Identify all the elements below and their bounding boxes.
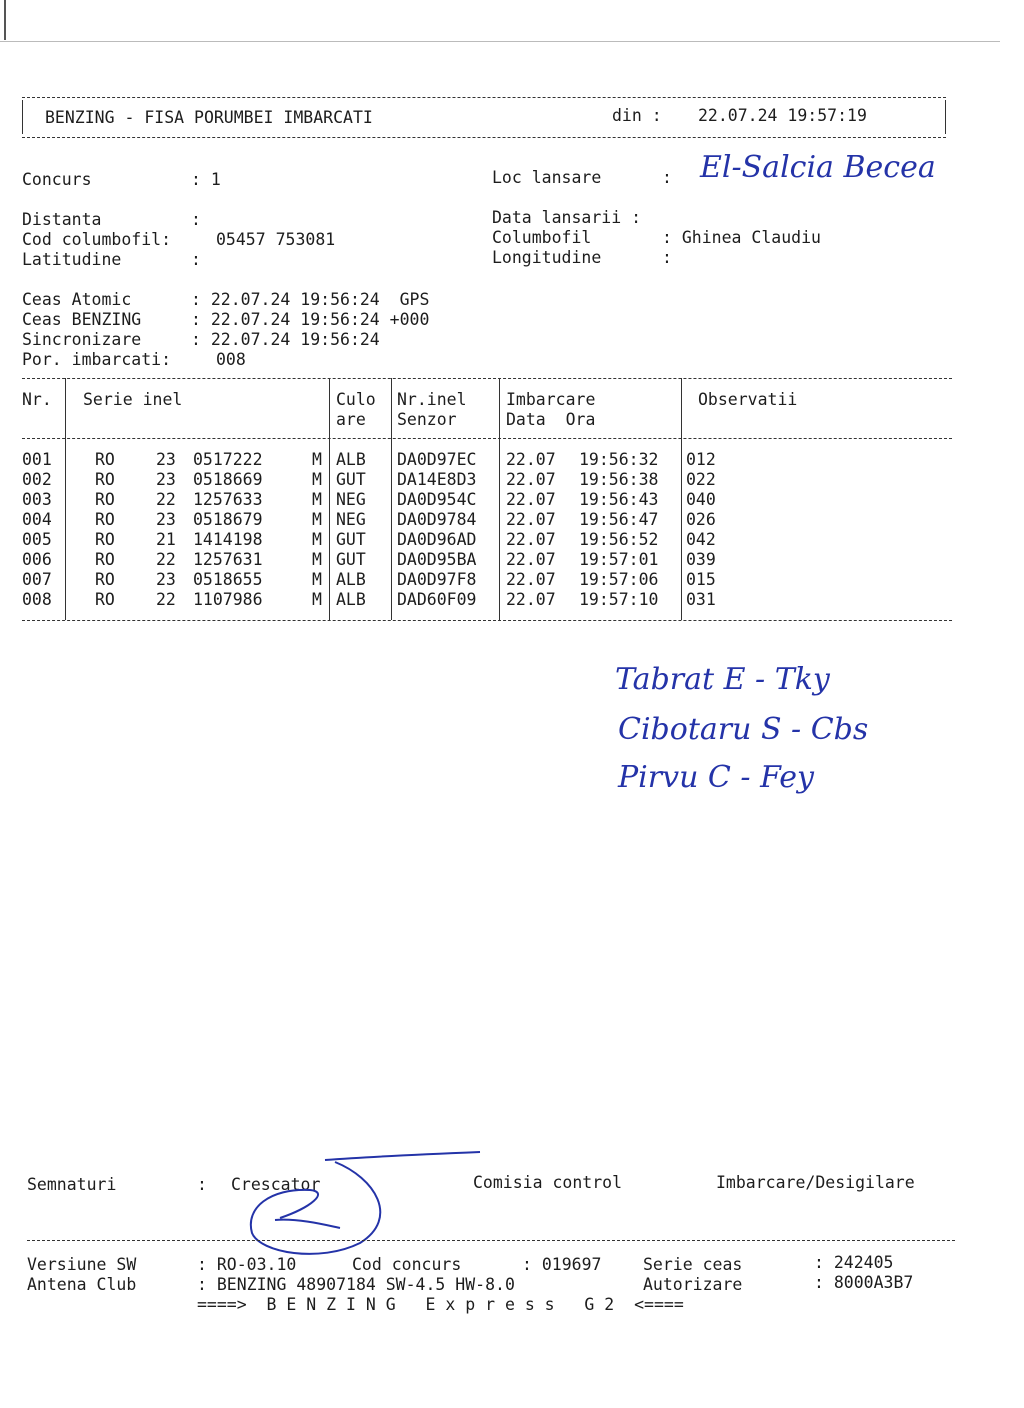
header-left-border [22, 100, 23, 134]
table-row [0, 470, 1024, 490]
cell-color: NEG [336, 490, 366, 509]
longitudine-value: : [662, 248, 672, 267]
col-header-culoare-2: are [336, 410, 366, 429]
loc-lansare-sep: : [662, 168, 672, 187]
cell-date: 22.07 [506, 570, 556, 589]
cell-ring: 0517222 [193, 450, 263, 469]
cell-date: 22.07 [506, 470, 556, 489]
cell-sensor: DA14E8D3 [397, 470, 477, 489]
cell-sensor: DA0D97F8 [397, 570, 477, 589]
cell-sex: M [312, 550, 322, 569]
cell-sensor: DA0D95BA [397, 550, 477, 569]
concurs-label: Concurs [22, 170, 92, 189]
cell-color: ALB [336, 450, 366, 469]
table-row [0, 490, 1024, 510]
cell-country: RO [95, 510, 115, 529]
latitudine-value: : [191, 250, 201, 269]
cell-date: 22.07 [506, 550, 556, 569]
cell-obs: 039 [686, 550, 716, 569]
cell-time: 19:57:06 [579, 570, 659, 589]
cell-year: 23 [156, 450, 176, 469]
cell-year: 23 [156, 570, 176, 589]
cell-obs: 042 [686, 530, 716, 549]
cell-country: RO [95, 470, 115, 489]
cell-date: 22.07 [506, 530, 556, 549]
col-header-observatii: Observatii [698, 390, 798, 409]
cell-ring: 0518669 [193, 470, 263, 489]
cell-color: GUT [336, 550, 366, 569]
cell-ring: 1257631 [193, 550, 263, 569]
cell-color: NEG [336, 510, 366, 529]
col-header-nr-inel-1: Nr.inel [397, 390, 467, 409]
cell-year: 22 [156, 550, 176, 569]
cell-obs: 012 [686, 450, 716, 469]
cell-nr: 003 [22, 490, 52, 509]
header-right-border [945, 100, 946, 134]
benzing-express-banner: ====> B E N Z I N G E x p r e s s G 2 <==== [197, 1295, 684, 1314]
document-title: BENZING - FISA PORUMBEI IMBARCATI [45, 108, 373, 127]
handwritten-note: Cibotaru S - Cbs [618, 712, 869, 747]
data-lansarii-label: Data lansarii : [492, 208, 642, 227]
scan-left-edge-line [4, 0, 6, 40]
cell-year: 23 [156, 470, 176, 489]
table-row [0, 450, 1024, 470]
handwritten-note: Tabrat E - Tky [615, 662, 830, 697]
cell-year: 22 [156, 490, 176, 509]
cell-ring: 1107986 [193, 590, 263, 609]
cell-nr: 008 [22, 590, 52, 609]
din-label: din : [612, 106, 662, 125]
distanta-label: Distanta [22, 210, 102, 229]
cell-country: RO [95, 590, 115, 609]
versiune-sw-label: Versiune SW [27, 1255, 137, 1274]
por-imbarcati-label: Por. imbarcati: [22, 350, 172, 369]
cell-country: RO [95, 530, 115, 549]
table-top-border [22, 378, 952, 379]
cell-sensor: DAD60F09 [397, 590, 477, 609]
antena-club-value: : BENZING 48907184 SW-4.5 HW-8.0 [197, 1275, 515, 1294]
longitudine-label: Longitudine [492, 248, 602, 267]
cell-nr: 007 [22, 570, 52, 589]
footer-separator [27, 1240, 955, 1241]
cell-sex: M [312, 490, 322, 509]
cell-sex: M [312, 470, 322, 489]
din-value: 22.07.24 19:57:19 [698, 106, 867, 125]
table-row [0, 530, 1024, 550]
cell-sensor: DA0D97EC [397, 450, 477, 469]
cell-time: 19:56:32 [579, 450, 659, 469]
imbarcare-desigilare-label: Imbarcare/Desigilare [716, 1173, 915, 1192]
autorizare-label: Autorizare [643, 1275, 743, 1294]
sincronizare-value: : 22.07.24 19:56:24 [191, 330, 380, 349]
col-header-nr-inel-2: Senzor [397, 410, 457, 429]
semnaturi-label: Semnaturi [27, 1175, 117, 1194]
cell-color: GUT [336, 470, 366, 489]
cell-time: 19:56:52 [579, 530, 659, 549]
comisia-control-label: Comisia control [473, 1173, 623, 1192]
table-bottom-border [22, 620, 952, 621]
loc-lansare-label: Loc lansare [492, 168, 602, 187]
cell-color: ALB [336, 590, 366, 609]
cell-date: 22.07 [506, 490, 556, 509]
cell-ring: 1414198 [193, 530, 263, 549]
ceas-benzing-value: : 22.07.24 19:56:24 +000 [191, 310, 430, 329]
loc-lansare-handwritten: El-Salcia Becea [700, 150, 936, 185]
cell-nr: 006 [22, 550, 52, 569]
cell-date: 22.07 [506, 450, 556, 469]
cell-year: 21 [156, 530, 176, 549]
semnaturi-sep: : [197, 1175, 207, 1194]
sincronizare-label: Sincronizare [22, 330, 142, 349]
cell-year: 22 [156, 590, 176, 609]
cell-time: 19:56:47 [579, 510, 659, 529]
cell-sensor: DA0D9784 [397, 510, 477, 529]
cell-time: 19:56:43 [579, 490, 659, 509]
table-header-border [22, 438, 952, 439]
header-top-border [22, 97, 946, 98]
cell-country: RO [95, 570, 115, 589]
cell-year: 23 [156, 510, 176, 529]
table-row [0, 510, 1024, 530]
cell-nr: 001 [22, 450, 52, 469]
ceas-atomic-label: Ceas Atomic [22, 290, 132, 309]
table-row [0, 570, 1024, 590]
cell-date: 22.07 [506, 590, 556, 609]
ceas-benzing-label: Ceas BENZING [22, 310, 142, 329]
crescator-label: Crescator [231, 1175, 321, 1194]
col-header-nr: Nr. [22, 390, 52, 409]
cell-obs: 026 [686, 510, 716, 529]
versiune-sw-value: : RO-03.10 [197, 1255, 297, 1274]
cell-ring: 0518655 [193, 570, 263, 589]
por-imbarcati-value: 008 [216, 350, 246, 369]
antena-club-label: Antena Club [27, 1275, 137, 1294]
cell-country: RO [95, 450, 115, 469]
cell-country: RO [95, 490, 115, 509]
columbofil-label: Columbofil [492, 228, 592, 247]
serie-ceas-label: Serie ceas [643, 1255, 743, 1274]
table-row [0, 590, 1024, 610]
scan-top-edge-line [0, 41, 1000, 42]
table-row [0, 550, 1024, 570]
cell-ring: 1257633 [193, 490, 263, 509]
cell-nr: 002 [22, 470, 52, 489]
cod-concurs-value: : 019697 [522, 1255, 602, 1274]
cell-color: GUT [336, 530, 366, 549]
crescator-signature [240, 1148, 490, 1268]
cell-time: 19:57:10 [579, 590, 659, 609]
cell-obs: 040 [686, 490, 716, 509]
cell-time: 19:56:38 [579, 470, 659, 489]
concurs-value: : 1 [191, 170, 221, 189]
ceas-atomic-value: : 22.07.24 19:56:24 GPS [191, 290, 430, 309]
header-bottom-border [22, 137, 946, 138]
col-header-imbarcare-1: Imbarcare [506, 390, 596, 409]
cell-sex: M [312, 450, 322, 469]
col-header-culoare-1: Culo [336, 390, 376, 409]
latitudine-label: Latitudine [22, 250, 122, 269]
col-header-serie-inel: Serie inel [83, 390, 183, 409]
cell-obs: 031 [686, 590, 716, 609]
cell-nr: 005 [22, 530, 52, 549]
autorizare-value: : 8000A3B7 [814, 1273, 914, 1292]
cell-sex: M [312, 510, 322, 529]
cell-sensor: DA0D954C [397, 490, 477, 509]
cell-ring: 0518679 [193, 510, 263, 529]
cell-sensor: DA0D96AD [397, 530, 477, 549]
cell-time: 19:57:01 [579, 550, 659, 569]
cod-columbofil-value: 05457 753081 [216, 230, 336, 249]
columbofil-value: : Ghinea Claudiu [662, 228, 821, 247]
cell-obs: 022 [686, 470, 716, 489]
distanta-value: : [191, 210, 201, 229]
cell-obs: 015 [686, 570, 716, 589]
cell-country: RO [95, 550, 115, 569]
serie-ceas-value: : 242405 [814, 1253, 894, 1272]
cell-sex: M [312, 530, 322, 549]
col-header-imbarcare-2: Data Ora [506, 410, 596, 429]
cell-sex: M [312, 590, 322, 609]
cell-date: 22.07 [506, 510, 556, 529]
cod-concurs-label: Cod concurs [352, 1255, 462, 1274]
handwritten-note: Pirvu C - Fey [618, 760, 814, 795]
cod-columbofil-label: Cod columbofil: [22, 230, 172, 249]
cell-color: ALB [336, 570, 366, 589]
cell-sex: M [312, 570, 322, 589]
cell-nr: 004 [22, 510, 52, 529]
